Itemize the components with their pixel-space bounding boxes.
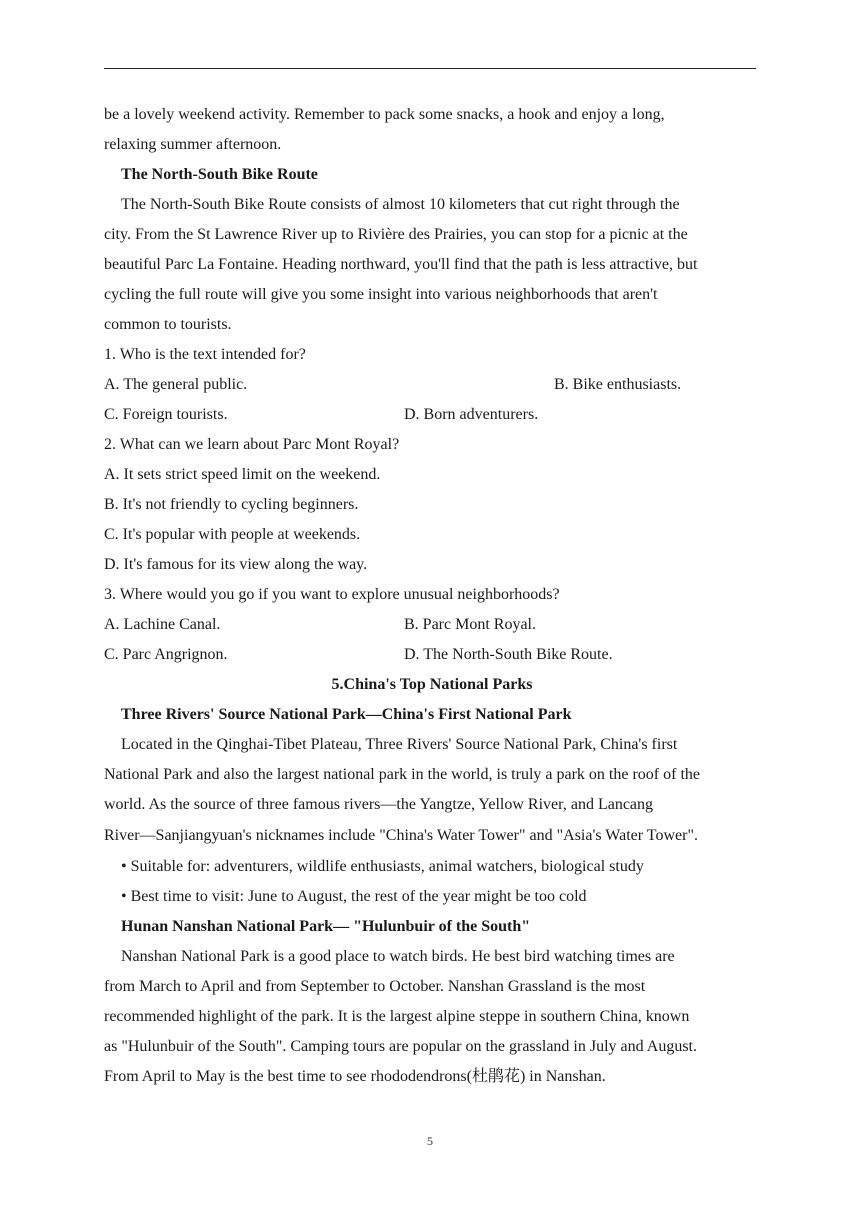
text-line: city. From the St Lawrence River up to Rivière des Prairies, you can stop for a picnic at the [104,226,688,243]
header-rule [104,68,756,69]
question-3-options-row1 [104,610,760,640]
text-line: River—Sanjiangyuan's nicknames include "China's Water Tower" and "Asia's Water Tower". [104,827,698,844]
option-a: A. The general public. [104,376,248,393]
option-d: D. The North-South Bike Route. [404,646,613,663]
option-b: B. Parc Mont Royal. [404,616,536,633]
option-b: B. It's not friendly to cycling beginners. [104,496,359,513]
bullet-suitable-for: • Suitable for: adventurers, wildlife enthusiasts, animal watchers, biological study [121,858,644,875]
option-c: C. Foreign tourists. [104,406,228,423]
park-heading-nanshan: Hunan Nanshan National Park— "Hulunbuir of the South" [121,918,531,935]
text-line: recommended highlight of the park. It is the largest alpine steppe in southern China, known [104,1008,690,1025]
text-line: from March to April and from September to October. Nanshan Grassland is the most [104,978,646,995]
section-heading-bike-route: The North-South Bike Route [121,166,318,183]
text-line: world. As the source of three famous rivers—the Yangtze, Yellow River, and Lancang [104,796,654,813]
bullet-best-time: • Best time to visit: June to August, the rest of the year might be too cold [121,888,587,905]
option-a: A. It sets strict speed limit on the weekend. [104,466,381,483]
park-heading-three-rivers: Three Rivers' Source National Park—China's First National Park [121,706,572,723]
text-line: From April to May is the best time to see rhododendrons(杜鹃花) in Nanshan. [104,1068,606,1085]
question-1: 1. Who is the text intended for? [104,346,306,363]
text-line: cycling the full route will give you some insight into various neighborhoods that aren't [104,286,658,303]
option-d: D. Born adventurers. [404,406,539,423]
section-title: 5.China's Top National Parks [331,676,533,693]
text-line: Located in the Qinghai-Tibet Plateau, Three Rivers' Source National Park, China's first [121,736,678,753]
option-c: C. It's popular with people at weekends. [104,526,361,543]
text-line: common to tourists. [104,316,232,333]
text-line: be a lovely weekend activity. Remember to pack some snacks, a hook and enjoy a long, [104,106,665,123]
option-a: A. Lachine Canal. [104,616,221,633]
question-3: 3. Where would you go if you want to explore unusual neighborhoods? [104,586,560,603]
text-line: The North-South Bike Route consists of almost 10 kilometers that cut right through the [121,196,680,213]
text-line: as "Hulunbuir of the South". Camping tours are popular on the grassland in July and August. [104,1038,697,1055]
option-c: C. Parc Angrignon. [104,646,228,663]
page-number: 5 [427,1134,433,1148]
question-1-options-row2 [104,400,760,430]
page-content [104,100,760,1092]
question-2: 2. What can we learn about Parc Mont Royal? [104,436,400,453]
text-line: beautiful Parc La Fontaine. Heading northward, you'll find that the path is less attractive, but [104,256,698,273]
text-line: relaxing summer afternoon. [104,136,282,153]
option-d: D. It's famous for its view along the way. [104,556,368,573]
question-1-options-row1 [104,370,760,400]
option-b: B. Bike enthusiasts. [554,376,682,393]
text-line: National Park and also the largest national park in the world, is truly a park on the roof of the [104,766,700,783]
question-3-options-row2 [104,640,760,670]
text-line: Nanshan National Park is a good place to watch birds. He best bird watching times are [121,948,675,965]
